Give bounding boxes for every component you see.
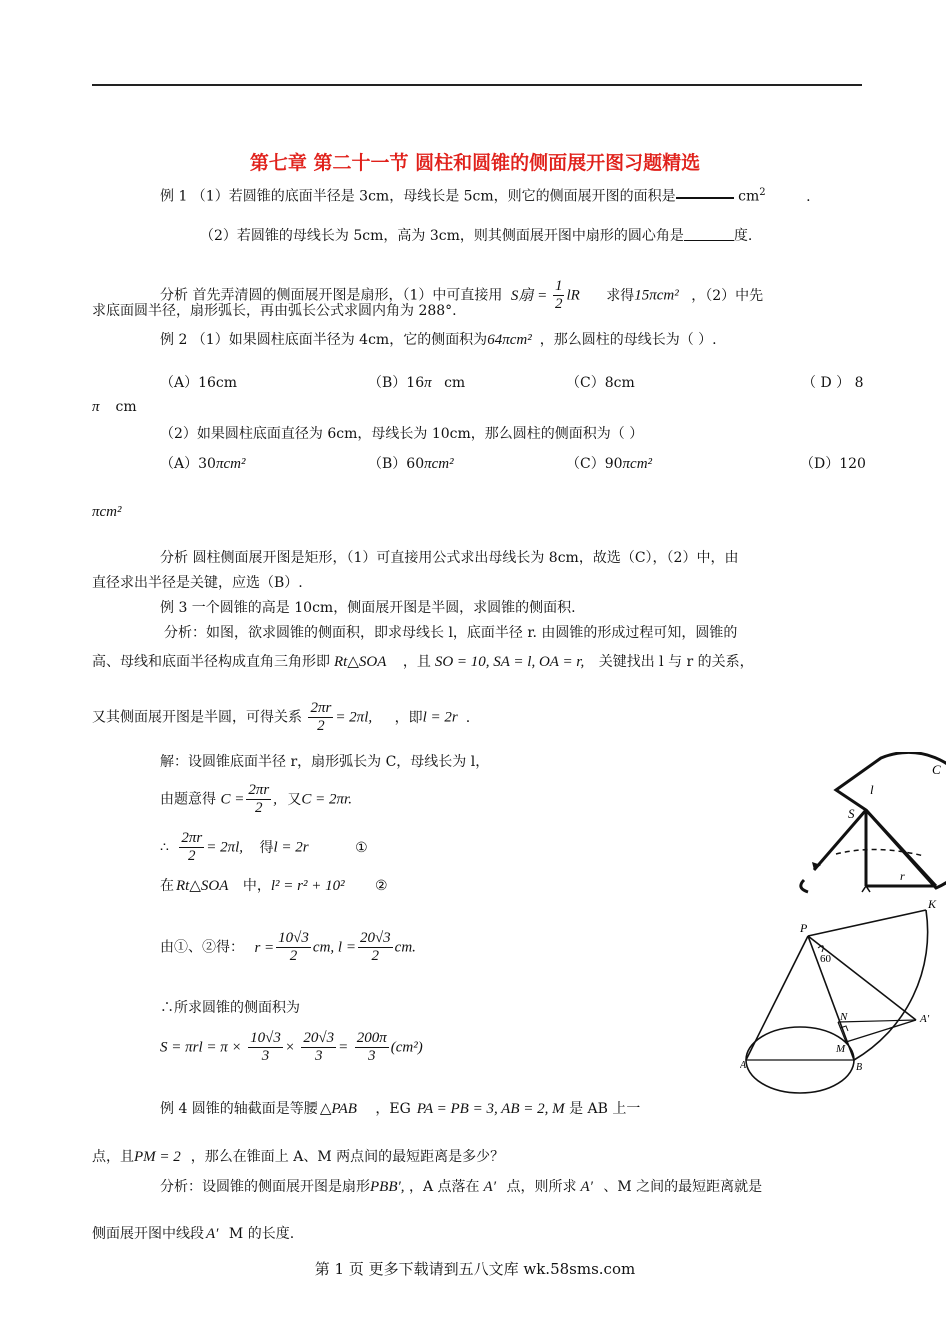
svg-text:A: A	[740, 1060, 747, 1071]
ex2-opt2-d-unit: πcm²	[92, 504, 122, 520]
cone-unrolling-figure	[796, 752, 946, 896]
ex4-q-2: 点，且PM = 2 ，那么在锥面上 A、M 两点间的最短距离是多少？	[92, 1149, 505, 1165]
ex2-opt2-c: （C）90πcm²	[566, 456, 653, 472]
ex1-q2: （2）若圆锥的母线长为 5cm，高为 3cm，则其侧面展开图中扇形的圆心角是 度.	[200, 228, 753, 244]
svg-text:A': A'	[920, 1013, 930, 1025]
page-title: 第七章 第二十一节 圆柱和圆锥的侧面展开图习题精选	[249, 152, 701, 174]
answer-blank	[676, 197, 734, 199]
ex4-q: 例 4 圆锥的轴截面是等腰 △PAB ，EG PA = PB = 3, AB = 2, M 是 AB 上一	[160, 1101, 641, 1117]
svg-text:P: P	[800, 921, 808, 935]
ex2-analysis-1: 分析 圆柱侧面展开图是矩形，（1）可直接用公式求出母线长为 8cm，故选（C），（2）中，由	[160, 550, 739, 566]
ex3-analysis-2: 高、母线和底面半径构成直角三角形即 Rt△SOA ，且 SO = 10, SA = l, OA = r, 关键找出 l 与 r 的关系，	[92, 654, 754, 670]
ex3-analysis-3: 又其侧面展开图是半圆，可得关系 $\frac{2\pi r}{2}$ = 2πl, ，即l = 2r .	[92, 700, 471, 734]
ex3-solution-3: ∴ $\frac{2\pi r}{2}$ = 2πl, 得l = 2r ①	[160, 830, 368, 864]
ex4-analysis-2: 侧面展开图中线段 A′ M 的长度.	[92, 1226, 295, 1242]
ex2-options-1: （A）16cm	[160, 375, 238, 391]
ex3-analysis-1: 分析：如图，欲求圆锥的侧面积，即求母线长 l，底面半径 r. 由圆锥的形成过程可知，圆锥的	[164, 625, 738, 641]
ex4-analysis-1: 分析：设圆锥的侧面展开图是扇形PBB′, ，A 点落在 A′ 点，则所求 A′ 、M 之间的最短距离就是	[160, 1179, 763, 1195]
ex2-option-b: （B）16π cm	[368, 375, 466, 391]
page-footer: 第 1 页 更多下载请到五八文库 wk.58sms.com	[314, 1260, 636, 1278]
label-c: C	[932, 762, 941, 777]
ex2-q1: 例 2 （1）如果圆柱底面半径为 4cm，它的侧面积为64πcm² ，那么圆柱的母线长为（ ）.	[160, 332, 717, 348]
ex1-analysis: 分析 首先弄清圆的侧面展开图是扇形，（1）中可直接用 S扇 = $\frac{1}{2}$ lR 求得15πcm² ，（2）中先	[160, 278, 764, 312]
cone-sector-figure	[740, 896, 946, 1106]
ex3-solution-1: 解：设圆锥底面半径 r，扇形弧长为 C，母线长为 l，	[160, 754, 490, 770]
ex2-opt2-a: （A）30πcm²	[160, 456, 246, 472]
svg-text:K: K	[928, 897, 937, 911]
ex1-q1: 例 1 （1）若圆锥的底面半径是 3cm，母线长是 5cm，则它的侧面展开图的面积是 $cm^2$ .	[160, 187, 811, 205]
label-l: l	[870, 782, 874, 797]
ex1-analysis-2: 求底面圆半径，扇形弧长，再由弧长公式求圆内角为 288°.	[92, 303, 457, 319]
answer-blank	[684, 240, 734, 241]
ex2-opt2-b: （B）60πcm²	[368, 456, 454, 472]
svg-text:B: B	[856, 1062, 863, 1073]
svg-text:N: N	[840, 1011, 848, 1023]
svg-text:M: M	[836, 1043, 846, 1055]
ex3-solution-5: 由①、②得： r = $\frac{10√3}{2}$ cm, l = $\frac{20√3}{2}$ cm.	[160, 930, 416, 964]
ex2-option-d-unit: π cm	[92, 399, 137, 415]
ex3-solution-2: 由题意得 C = $\frac{2\pi r}{2}$ , 又C = 2πr.	[160, 782, 352, 816]
ex2-option-d: （ D ） 8	[802, 375, 864, 391]
ex2-analysis-2: 直径求出半径是关键，应选（B）.	[92, 575, 303, 591]
label-s: S	[848, 806, 855, 821]
ex3-solution-4: 在 Rt△SOA 中，l² = r² + 10² ②	[160, 878, 388, 894]
ex2-option-c: （C）8cm	[566, 375, 635, 391]
ex3-solution-6: ∴所求圆锥的侧面积为	[160, 1000, 300, 1016]
label-r: r	[900, 869, 905, 883]
header-rule	[92, 84, 862, 86]
ex3-q: 例 3 一个圆锥的高是 10cm，侧面展开图是半圆，求圆锥的侧面积.	[160, 600, 576, 616]
ex2-q2: （2）如果圆柱底面直径为 6cm，母线长为 10cm，那么圆柱的侧面积为（ ）	[160, 426, 644, 442]
ex2-opt2-d: （D）120	[800, 456, 866, 472]
ex3-solution-7: S = πrl = π × $\frac{10√3}{3}$ × $\frac{20√3}{3}$ = $\frac{200\pi}{3}$ (cm²)	[160, 1030, 423, 1064]
svg-text:60: 60	[820, 953, 831, 965]
